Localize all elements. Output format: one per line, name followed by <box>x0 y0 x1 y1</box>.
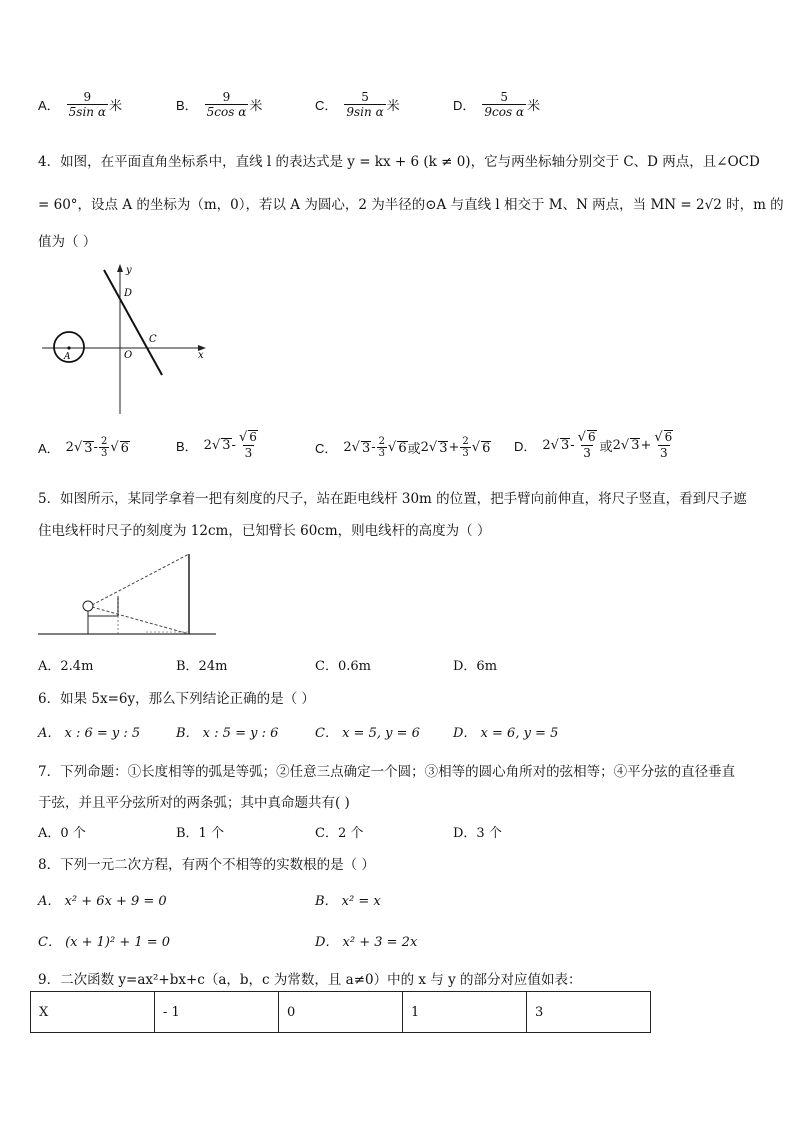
y-axis-arrow-icon <box>117 264 123 272</box>
q5-stem-line1: 5．如图所示，某同学拿着一把有刻度的尺子，站在距电线杆 30m 的位置，把手臂向前伸直，将尺子竖直，看到尺子遮 <box>38 491 747 507</box>
label-x: x <box>198 350 204 361</box>
table-cell: 1 <box>403 992 527 1033</box>
q3-option-d[interactable]: D． $\frac{5}{\text{9cos α}}$ 米 <box>453 90 541 119</box>
q5-option-d[interactable]: D．6m <box>453 659 498 674</box>
sqrt-icon: √ <box>471 440 481 455</box>
q4-stem-line3: 值为（ ） <box>38 234 97 250</box>
table-cell: - 1 <box>155 992 279 1033</box>
sqrt-icon: √ <box>388 440 397 455</box>
q4-figure <box>38 262 218 417</box>
head-icon <box>83 601 93 611</box>
sqrt-icon: √ <box>577 430 586 445</box>
q8-stem: 8．下列一元二次方程，有两个不相等的实数根的是（ ） <box>38 857 375 873</box>
table-cell: 0 <box>279 992 403 1033</box>
sqrt-icon: √ <box>211 437 221 453</box>
q7-option-b[interactable]: B．1 个 <box>176 826 224 841</box>
q6-option-d[interactable]: D． x = 6, y = 5 <box>453 726 559 741</box>
q8-option-c[interactable]: C． (x + 1)² + 1 = 0 <box>38 935 171 950</box>
q8-option-d[interactable]: D． x² + 3 = 2x <box>315 935 418 950</box>
sqrt-icon: √ <box>238 430 248 445</box>
q3-option-a[interactable]: A． $\frac{9}{\text{5sin α}}$ 米 <box>38 90 122 119</box>
line-l <box>104 270 162 375</box>
table-cell: 3 <box>527 992 651 1033</box>
sqrt-icon: √ <box>620 437 630 453</box>
q8-option-b[interactable]: B． x² = x <box>315 894 381 909</box>
q5-option-a[interactable]: A．2.4m <box>38 659 94 674</box>
label-c: C <box>149 334 157 345</box>
q3-option-c[interactable]: C． $\frac{5}{\text{9sin α}}$ 米 <box>315 90 400 119</box>
q7-option-d[interactable]: D．3 个 <box>453 826 502 841</box>
q6-option-b[interactable]: B． x : 5 = y : 6 <box>176 726 279 741</box>
q7-stem-line2: 于弦，并且平分弦所对的两条弧；其中真命题共有( ) <box>38 795 350 811</box>
q4-stem-line2: = 60°，设点 A 的坐标为（m，0），若以 A 为圆心，2 为半径的⊙A 与直线 l 相交于 M、N 两点，当 MN = 2√2 时，m 的 <box>38 197 784 213</box>
q6-option-c[interactable]: C． x = 5, y = 6 <box>315 726 420 741</box>
sqrt-icon: √ <box>654 430 663 445</box>
sqrt-icon: √ <box>428 440 438 455</box>
fraction: $\frac{2}{3}$ <box>100 436 108 459</box>
q7-option-a[interactable]: A．0 个 <box>38 826 86 841</box>
fraction: $\frac{√ 6}{3}$ <box>654 430 673 460</box>
q4-option-a[interactable]: A． 2 √ 3 - $\frac{2}{3}$ √ 6 <box>38 436 129 459</box>
q4-stem-line1: 4．如图，在平面直角坐标系中，直线 l 的表达式是 y = kx + 6 (k ≠ 0)，它与两坐标轴分别交于 C、D 两点，且∠OCD <box>38 154 760 170</box>
q5-figure <box>38 550 218 640</box>
label-o: O <box>124 350 133 361</box>
q3-option-b[interactable]: B． $\frac{9}{\text{5cos α}}$ 米 <box>176 90 263 119</box>
q4-option-c[interactable]: C． 2 √ 3 - $\frac{2}{3}$ √ 6 或 2 √ 3 + $\frac{2}{3}$ √ 6 <box>315 436 491 459</box>
q4-option-d[interactable]: D． 2 √ 3 - $\frac{√ 6}{3}$ 或 2 √ 3 + $\frac{√ 6}{3}$ <box>514 430 676 460</box>
point-a <box>67 346 70 349</box>
fraction: $\frac{9}{\text{5cos α}}$ <box>206 90 247 119</box>
sqrt-icon: √ <box>351 440 360 455</box>
fraction: $\frac{9}{\text{5sin α}}$ <box>68 90 106 119</box>
q4-option-b[interactable]: B． 2 √ 3 - $\frac{√ 6}{3}$ <box>176 430 261 460</box>
q7-stem-line1: 7．下列命题：①长度相等的弧是等弧；②任意三点确定一个圆；③相等的圆心角所对的弦相等；④平分弦的直径垂直 <box>38 764 736 780</box>
q8-option-a[interactable]: A． x² + 6x + 9 = 0 <box>38 894 167 909</box>
q9-stem: 9．二次函数 y=ax²+bx+c（a，b，c 为常数，且 a≠0）中的 x 与 y 的部分对应值如表： <box>38 972 582 988</box>
fraction: $\frac{5}{\text{9cos α}}$ <box>484 90 525 119</box>
sqrt-icon: √ <box>110 440 119 455</box>
sight-line-bottom <box>92 607 189 634</box>
sqrt-icon: √ <box>73 440 83 455</box>
fraction: $\frac{√ 6}{3}$ <box>577 430 596 460</box>
label-a: A <box>64 352 71 362</box>
fraction: $\frac{2}{3}$ <box>462 436 469 459</box>
q6-option-a[interactable]: A． x : 6 = y : 5 <box>38 726 141 741</box>
sight-line-top <box>92 554 189 605</box>
fraction: $\frac{√ 6}{3}$ <box>238 430 257 460</box>
q5-option-b[interactable]: B．24m <box>176 659 228 674</box>
sqrt-icon: √ <box>550 437 559 453</box>
q7-option-c[interactable]: C．2 个 <box>315 826 364 841</box>
q5-option-c[interactable]: C．0.6m <box>315 659 371 674</box>
q6-stem: 6．如果 5x=6y，那么下列结论正确的是（ ） <box>38 691 315 707</box>
fraction: $\frac{5}{\text{9sin α}}$ <box>346 90 384 119</box>
table-cell: X <box>31 992 155 1033</box>
label-d: D <box>124 288 133 299</box>
table-row <box>31 992 651 1033</box>
q5-stem-line2: 住电线杆时尺子的刻度为 12cm，已知臂长 60cm，则电线杆的高度为（ ） <box>38 523 491 539</box>
q9-table <box>30 991 651 1033</box>
fraction: $\frac{2}{3}$ <box>378 436 386 459</box>
label-y: y <box>126 265 132 276</box>
